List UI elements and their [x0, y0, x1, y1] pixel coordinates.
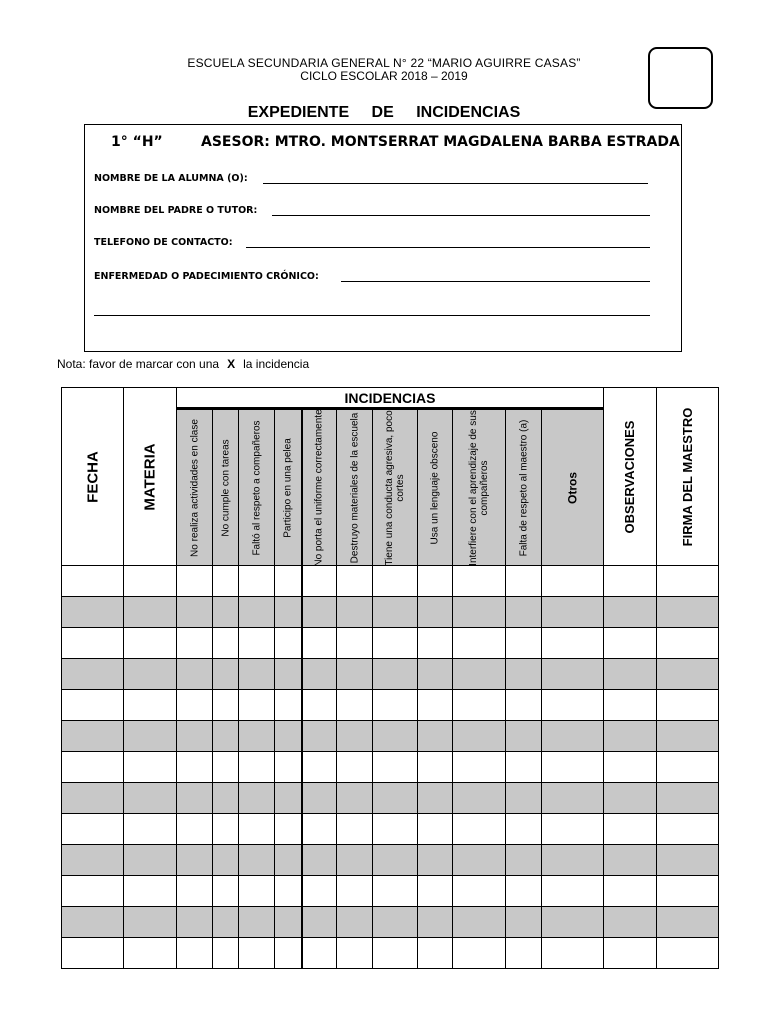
table-cell[interactable] — [275, 876, 302, 907]
table-cell[interactable] — [337, 752, 373, 783]
table-cell[interactable] — [506, 597, 542, 628]
note — [57, 357, 309, 371]
incidencia-col-8: Interfiere con el aprendizaje de sus compañeros — [453, 409, 506, 566]
table-cell[interactable] — [418, 597, 453, 628]
table-cell[interactable] — [337, 690, 373, 721]
table-cell[interactable] — [124, 783, 177, 814]
table-cell[interactable] — [62, 597, 124, 628]
table-cell[interactable] — [604, 907, 657, 938]
table-cell[interactable] — [604, 597, 657, 628]
table-cell[interactable] — [542, 783, 604, 814]
table-cell[interactable] — [302, 628, 337, 659]
table-row — [62, 938, 719, 969]
table-row — [62, 752, 719, 783]
table-cell[interactable] — [604, 690, 657, 721]
table-cell[interactable] — [506, 690, 542, 721]
table-cell[interactable] — [177, 628, 213, 659]
table-cell[interactable] — [62, 690, 124, 721]
table-cell[interactable] — [302, 814, 337, 845]
table-cell[interactable] — [213, 845, 239, 876]
note-text: Nota: favor de marcar con una — [57, 357, 220, 371]
illness-line[interactable] — [341, 281, 650, 282]
table-cell[interactable] — [604, 938, 657, 969]
incidencia-col-6: Tiene una conducta agresiva, poco cortes — [373, 409, 418, 566]
table-cell[interactable] — [239, 938, 275, 969]
incidencia-col-3: Participo en una pelea — [275, 409, 302, 566]
table-cell[interactable] — [302, 597, 337, 628]
table-cell[interactable] — [337, 721, 373, 752]
table-cell[interactable] — [453, 597, 506, 628]
table-cell[interactable] — [124, 566, 177, 597]
table-cell[interactable] — [275, 566, 302, 597]
table-cell[interactable] — [177, 783, 213, 814]
table-cell[interactable] — [213, 628, 239, 659]
table-cell[interactable] — [373, 938, 418, 969]
incidencia-col-10: Otros — [542, 409, 604, 566]
table-cell[interactable] — [239, 659, 275, 690]
table-cell[interactable] — [177, 938, 213, 969]
table-cell[interactable] — [302, 752, 337, 783]
incidencia-col-2: Faltó al respeto a compañeros — [239, 409, 275, 566]
table-cell[interactable] — [418, 659, 453, 690]
table-cell[interactable] — [373, 659, 418, 690]
table-cell[interactable] — [453, 814, 506, 845]
table-row — [62, 690, 719, 721]
table-cell[interactable] — [506, 659, 542, 690]
table-cell[interactable] — [418, 907, 453, 938]
table-cell[interactable] — [453, 845, 506, 876]
table-cell[interactable] — [453, 628, 506, 659]
table-cell[interactable] — [337, 628, 373, 659]
table-cell[interactable] — [418, 845, 453, 876]
table-cell[interactable] — [213, 938, 239, 969]
illness-label: ENFERMEDAD O PADECIMIENTO CRÓNICO: — [94, 271, 319, 282]
table-cell[interactable] — [275, 659, 302, 690]
table-cell[interactable] — [506, 907, 542, 938]
table-cell[interactable] — [275, 597, 302, 628]
student-name-line[interactable] — [263, 183, 648, 184]
table-cell[interactable] — [177, 814, 213, 845]
table-cell[interactable] — [418, 783, 453, 814]
table-cell[interactable] — [542, 876, 604, 907]
table-cell[interactable] — [657, 938, 719, 969]
table-cell[interactable] — [177, 907, 213, 938]
table-cell[interactable] — [373, 690, 418, 721]
table-cell[interactable] — [177, 566, 213, 597]
table-cell[interactable] — [453, 690, 506, 721]
table-cell[interactable] — [124, 907, 177, 938]
table-row — [62, 876, 719, 907]
table-cell[interactable] — [657, 876, 719, 907]
table-cell[interactable] — [239, 566, 275, 597]
table-cell[interactable] — [542, 721, 604, 752]
table-cell[interactable] — [337, 597, 373, 628]
table-cell[interactable] — [275, 628, 302, 659]
table-row — [62, 907, 719, 938]
table-cell[interactable] — [373, 907, 418, 938]
table-cell[interactable] — [62, 907, 124, 938]
table-cell[interactable] — [124, 721, 177, 752]
table-cell[interactable] — [302, 721, 337, 752]
table-cell[interactable] — [506, 938, 542, 969]
table-cell[interactable] — [177, 659, 213, 690]
table-cell[interactable] — [124, 814, 177, 845]
table-cell[interactable] — [62, 628, 124, 659]
table-cell[interactable] — [657, 845, 719, 876]
advisor-label: ASESOR: MTRO. MONTSERRAT MAGDALENA BARBA ESTRADA — [201, 134, 680, 150]
header-firma: FIRMA DEL MAESTRO — [657, 388, 719, 566]
incidencia-col-0: No realiza actividades en clase — [177, 409, 213, 566]
table-cell[interactable] — [542, 845, 604, 876]
document-title: EXPEDIENTE DE INCIDENCIAS — [247, 104, 521, 121]
table-cell[interactable] — [213, 597, 239, 628]
table-cell[interactable] — [373, 876, 418, 907]
table-cell[interactable] — [213, 783, 239, 814]
table-cell[interactable] — [506, 566, 542, 597]
table-cell[interactable] — [453, 783, 506, 814]
table-cell[interactable] — [542, 752, 604, 783]
table-cell[interactable] — [657, 690, 719, 721]
table-cell[interactable] — [239, 876, 275, 907]
table-cell[interactable] — [542, 907, 604, 938]
parent-name-line[interactable] — [272, 215, 650, 216]
table-cell[interactable] — [453, 659, 506, 690]
table-cell[interactable] — [657, 628, 719, 659]
table-cell[interactable] — [506, 783, 542, 814]
table-cell[interactable] — [275, 752, 302, 783]
table-row — [62, 566, 719, 597]
table-cell[interactable] — [302, 690, 337, 721]
table-row — [62, 628, 719, 659]
incidencia-col-9: Falta de respeto al maestro (a) — [506, 409, 542, 566]
table-cell[interactable] — [542, 628, 604, 659]
table-cell[interactable] — [373, 566, 418, 597]
table-cell[interactable] — [373, 752, 418, 783]
table-cell[interactable] — [177, 721, 213, 752]
student-info-box — [84, 124, 682, 352]
table-cell[interactable] — [453, 876, 506, 907]
table-cell[interactable] — [213, 752, 239, 783]
parent-name-label: NOMBRE DEL PADRE O TUTOR: — [94, 205, 258, 216]
table-cell[interactable] — [213, 659, 239, 690]
incidents-table — [61, 387, 719, 969]
incidencia-col-7: Usa un lenguaje obsceno — [418, 409, 453, 566]
table-row — [62, 659, 719, 690]
table-cell[interactable] — [124, 659, 177, 690]
table-cell[interactable] — [177, 845, 213, 876]
table-cell[interactable] — [239, 597, 275, 628]
phone-label: TELEFONO DE CONTACTO: — [94, 237, 233, 248]
table-cell[interactable] — [373, 628, 418, 659]
table-cell[interactable] — [506, 752, 542, 783]
table-cell[interactable] — [657, 783, 719, 814]
table-cell[interactable] — [177, 690, 213, 721]
incidencia-col-5: Destruyo materiales de la escuela — [337, 409, 373, 566]
table-cell[interactable] — [124, 876, 177, 907]
table-cell[interactable] — [302, 845, 337, 876]
table-cell[interactable] — [657, 752, 719, 783]
table-cell[interactable] — [657, 814, 719, 845]
table-cell[interactable] — [657, 721, 719, 752]
table-cell[interactable] — [213, 721, 239, 752]
table-cell[interactable] — [506, 845, 542, 876]
table-cell[interactable] — [62, 845, 124, 876]
table-cell[interactable] — [453, 938, 506, 969]
table-cell[interactable] — [418, 566, 453, 597]
table-cell[interactable] — [373, 597, 418, 628]
table-cell[interactable] — [337, 845, 373, 876]
table-cell[interactable] — [418, 752, 453, 783]
table-cell[interactable] — [337, 907, 373, 938]
table-row — [62, 845, 719, 876]
table-cell[interactable] — [177, 597, 213, 628]
table-cell[interactable] — [418, 721, 453, 752]
table-cell[interactable] — [418, 938, 453, 969]
table-cell[interactable] — [418, 876, 453, 907]
table-cell[interactable] — [275, 907, 302, 938]
table-cell[interactable] — [418, 628, 453, 659]
table-cell[interactable] — [604, 845, 657, 876]
table-cell[interactable] — [453, 566, 506, 597]
header-materia: MATERIA — [124, 388, 177, 566]
note-text-end: la incidencia — [243, 357, 310, 371]
table-cell[interactable] — [62, 876, 124, 907]
student-name-label: NOMBRE DE LA ALUMNA (O): — [94, 173, 248, 184]
table-cell[interactable] — [239, 690, 275, 721]
table-cell[interactable] — [604, 659, 657, 690]
table-cell[interactable] — [62, 783, 124, 814]
table-cell[interactable] — [239, 752, 275, 783]
table-cell[interactable] — [657, 659, 719, 690]
table-cell[interactable] — [239, 721, 275, 752]
table-cell[interactable] — [453, 752, 506, 783]
table-cell[interactable] — [275, 814, 302, 845]
table-cell[interactable] — [124, 628, 177, 659]
table-cell[interactable] — [542, 659, 604, 690]
school-name: ESCUELA SECUNDARIA GENERAL N° 22 “MARIO AGUIRRE CASAS” — [187, 56, 581, 70]
table-cell[interactable] — [542, 566, 604, 597]
incidencia-col-1: No cumple con tareas — [213, 409, 239, 566]
table-cell[interactable] — [213, 566, 239, 597]
table-cell[interactable] — [418, 690, 453, 721]
table-cell[interactable] — [213, 907, 239, 938]
table-cell[interactable] — [275, 938, 302, 969]
table-cell[interactable] — [177, 876, 213, 907]
table-cell[interactable] — [604, 814, 657, 845]
table-cell[interactable] — [275, 845, 302, 876]
table-cell[interactable] — [239, 814, 275, 845]
incidencia-col-4: No porta el uniforme correctamente — [302, 409, 337, 566]
table-cell[interactable] — [302, 566, 337, 597]
table-cell[interactable] — [275, 721, 302, 752]
table-cell[interactable] — [604, 628, 657, 659]
group-label: 1° “H” — [111, 134, 163, 150]
table-cell[interactable] — [62, 566, 124, 597]
table-cell[interactable] — [542, 690, 604, 721]
table-cell[interactable] — [302, 659, 337, 690]
table-row — [62, 814, 719, 845]
table-cell[interactable] — [62, 938, 124, 969]
header-incidencias: INCIDENCIAS — [177, 388, 604, 409]
phone-line[interactable] — [246, 247, 650, 248]
table-cell[interactable] — [213, 814, 239, 845]
table-cell[interactable] — [657, 907, 719, 938]
corner-box — [648, 47, 713, 109]
table-cell[interactable] — [542, 597, 604, 628]
table-row — [62, 783, 719, 814]
table-cell[interactable] — [239, 628, 275, 659]
table-cell[interactable] — [239, 783, 275, 814]
table-cell[interactable] — [62, 752, 124, 783]
header-fecha: FECHA — [62, 388, 124, 566]
table-cell[interactable] — [337, 659, 373, 690]
table-cell[interactable] — [604, 876, 657, 907]
table-cell[interactable] — [124, 597, 177, 628]
table-cell[interactable] — [604, 783, 657, 814]
table-cell[interactable] — [213, 876, 239, 907]
table-cell[interactable] — [275, 690, 302, 721]
table-cell[interactable] — [506, 721, 542, 752]
table-cell[interactable] — [337, 876, 373, 907]
table-cell[interactable] — [453, 721, 506, 752]
table-cell[interactable] — [604, 721, 657, 752]
table-cell[interactable] — [542, 938, 604, 969]
table-cell[interactable] — [62, 721, 124, 752]
table-cell[interactable] — [124, 938, 177, 969]
table-cell[interactable] — [657, 597, 719, 628]
school-cycle: CICLO ESCOLAR 2018 – 2019 — [300, 69, 468, 83]
table-cell[interactable] — [337, 814, 373, 845]
table-cell[interactable] — [542, 814, 604, 845]
table-cell[interactable] — [124, 845, 177, 876]
table-cell[interactable] — [657, 566, 719, 597]
table-cell[interactable] — [373, 845, 418, 876]
table-cell[interactable] — [302, 783, 337, 814]
table-cell[interactable] — [124, 752, 177, 783]
table-cell[interactable] — [373, 783, 418, 814]
table-cell[interactable] — [302, 876, 337, 907]
table-cell[interactable] — [62, 814, 124, 845]
table-cell[interactable] — [124, 690, 177, 721]
table-cell[interactable] — [604, 752, 657, 783]
table-cell[interactable] — [506, 628, 542, 659]
table-cell[interactable] — [62, 659, 124, 690]
table-cell[interactable] — [337, 938, 373, 969]
table-cell[interactable] — [213, 690, 239, 721]
table-cell[interactable] — [506, 876, 542, 907]
table-cell[interactable] — [302, 938, 337, 969]
table-cell[interactable] — [373, 721, 418, 752]
table-cell[interactable] — [604, 566, 657, 597]
table-row — [62, 721, 719, 752]
table-cell[interactable] — [418, 814, 453, 845]
table-cell[interactable] — [337, 783, 373, 814]
table-cell[interactable] — [373, 814, 418, 845]
header-observaciones: OBSERVACIONES — [604, 388, 657, 566]
table-cell[interactable] — [275, 783, 302, 814]
note-mark: X — [227, 357, 236, 371]
table-row — [62, 597, 719, 628]
table-cell[interactable] — [453, 907, 506, 938]
table-cell[interactable] — [239, 845, 275, 876]
table-cell[interactable] — [177, 752, 213, 783]
table-cell[interactable] — [239, 907, 275, 938]
extra-line[interactable] — [94, 315, 650, 316]
table-cell[interactable] — [302, 907, 337, 938]
table-cell[interactable] — [337, 566, 373, 597]
table-cell[interactable] — [506, 814, 542, 845]
